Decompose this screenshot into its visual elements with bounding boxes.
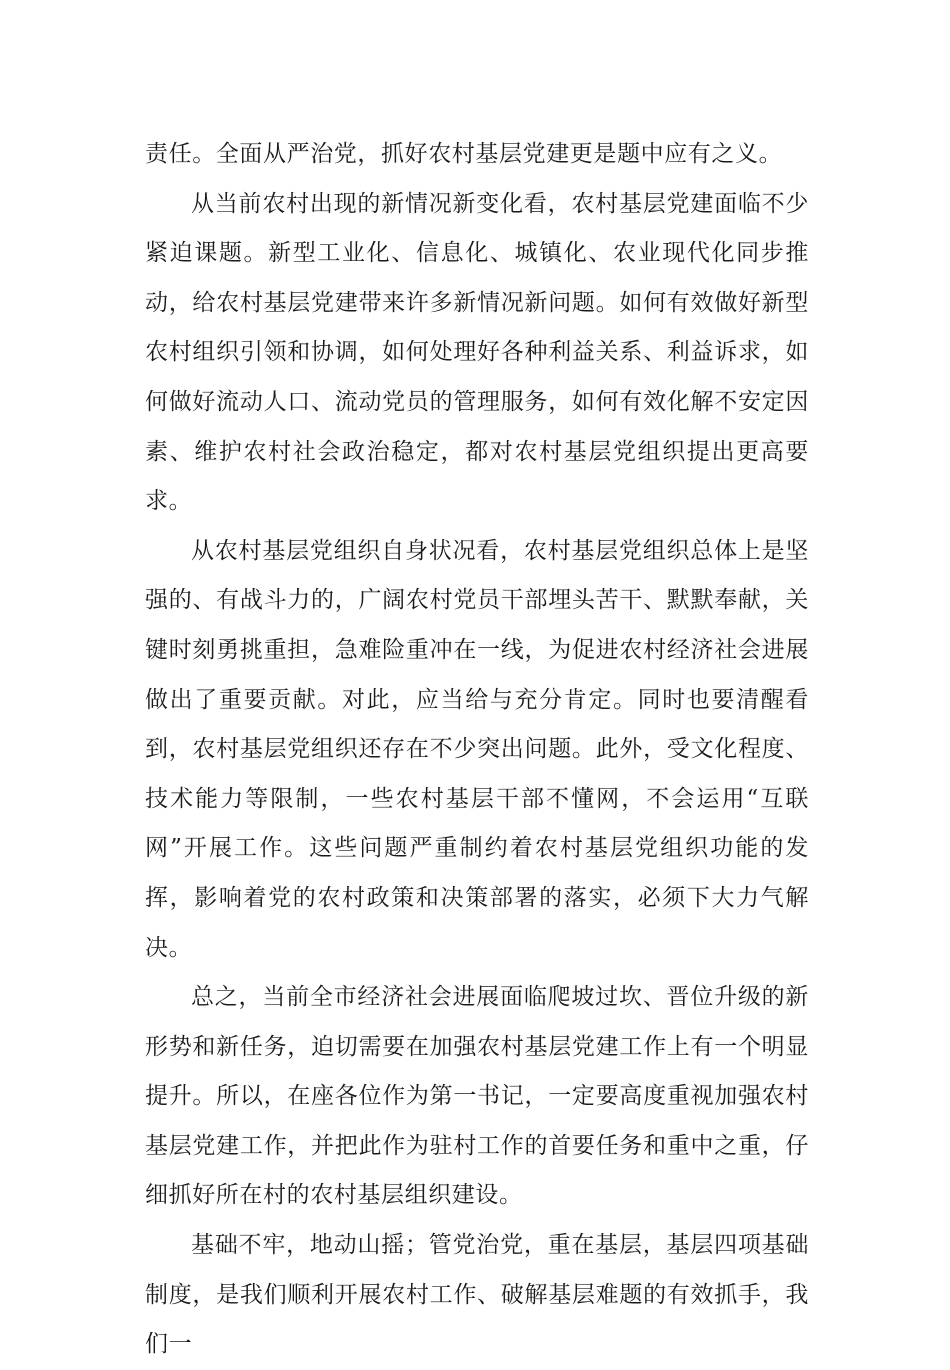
document-body bbox=[145, 130, 809, 1370]
paragraph-4: 总之，当前全市经济社会进展面临爬坡过坎、晋位升级的新形势和新任务，迫切需要在加强农村基层党建工作上有一个明显提升。所以，在座各位作为第一书记，一定要高度重视加强农村基层党建工作，并把此作为驻村工作的首要任务和重中之重，仔细抓好所在村的农村基层组织建设。 bbox=[145, 984, 809, 1209]
paragraph-3: 从农村基层党组织自身状况看，农村基层党组织总体上是坚强的、有战斗力的，广阔农村党员干部埋头苦干、默默奉献，关键时刻勇挑重担，急难险重冲在一线，为促进农村经济社会进展做出了重要贡献。对此，应当给与充分肯定。同时也要清醒看到，农村基层党组织还存在不少突出问题。此外，受文化程度、技术能力等限制，一些农村基层干部不懂网，不会运用“互联网”开展工作。这些问题严重制约着农村基层党组织功能的发挥，影响着党的农村政策和决策部署的落实，必须下大力气解决。 bbox=[145, 537, 809, 961]
paragraph-1: 责任。全面从严治党，抓好农村基层党建更是题中应有之义。 bbox=[145, 141, 783, 167]
paragraph-2: 从当前农村出现的新情况新变化看，农村基层党建面临不少紧迫课题。新型工业化、信息化、城镇化、农业现代化同步推动，给农村基层党建带来许多新情况新问题。如何有效做好新型农村组织引领和协调，如何处理好各种利益关系、利益诉求，如何做好流动人口、流动党员的管理服务，如何有效化解不安定因素、维护农村社会政治稳定，都对农村基层党组织提出更高要求。 bbox=[145, 190, 809, 515]
paragraph-5: 基础不牢，地动山摇；管党治党，重在基层，基层四项基础制度，是我们顺利开展农村工作、破解基层难题的有效抓手，我们一 bbox=[145, 1232, 809, 1358]
